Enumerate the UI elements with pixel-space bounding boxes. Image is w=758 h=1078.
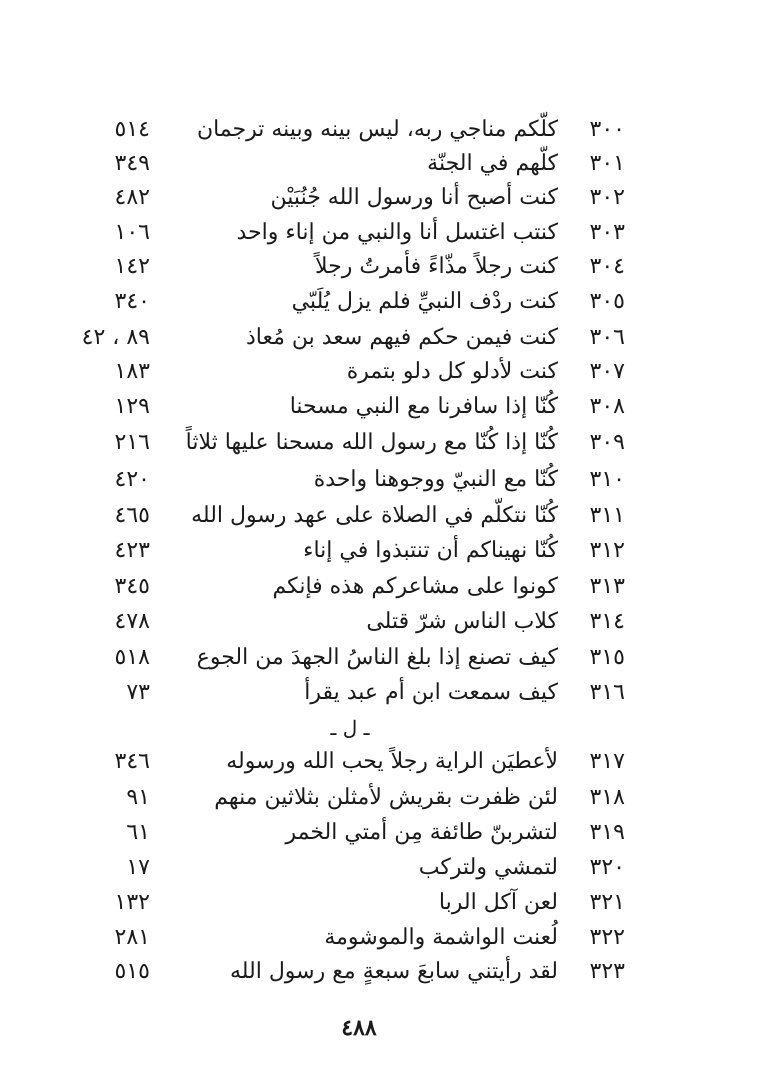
- entry-page: ١٨٣: [114, 359, 150, 384]
- list-item: [0, 147, 758, 181]
- entry-page: ٢١٦: [114, 430, 150, 455]
- entry-page: ٣٤٩: [114, 151, 150, 176]
- entry-number: ٣١٦: [589, 680, 625, 705]
- entry-text: لقد رأيتني سابعَ سبعةٍ مع رسول الله: [229, 959, 558, 984]
- entry-number: ٣١٠: [589, 467, 625, 492]
- entry-text: كنتب اغتسل أنا والنبي من إناء واحد: [236, 220, 558, 245]
- entry-number: ٣١٨: [589, 785, 625, 810]
- entry-text: كنت أصبح أنا ورسول الله جُنُبَيْن: [270, 185, 558, 210]
- list-item: [0, 955, 758, 989]
- entry-page: ٤٦٥: [114, 503, 150, 528]
- entry-page: ٣٤٥: [114, 574, 150, 599]
- list-item: [0, 851, 758, 885]
- entry-text: لأعطيَن الراية رجلاً يحب الله ورسوله: [226, 749, 558, 774]
- entry-number: ٣١١: [589, 503, 625, 528]
- entry-number: ٣٠٩: [589, 430, 625, 455]
- list-item: [0, 463, 758, 497]
- section-heading: ـ ل ـ: [330, 716, 370, 740]
- entry-page: ٤٢٠: [114, 467, 150, 492]
- entry-number: ٣٢١: [589, 890, 625, 915]
- entry-number: ٣١٤: [589, 609, 625, 634]
- entry-text: كُنّا مع النبيّ ووجوهنا واحدة: [313, 467, 558, 492]
- list-item: [0, 250, 758, 284]
- entry-text: كلّهم في الجنّة: [427, 151, 558, 176]
- entry-number: ٣١٩: [589, 820, 625, 845]
- entry-number: ٣٢٠: [589, 855, 625, 880]
- list-item: [0, 499, 758, 533]
- entry-page: ١٤٢: [114, 254, 150, 279]
- list-item: [0, 216, 758, 250]
- list-item: [0, 390, 758, 424]
- list-item: [0, 781, 758, 815]
- entry-page: ٤٢٣: [114, 538, 150, 563]
- entry-page: ٥١٨: [114, 645, 150, 670]
- list-item: [0, 181, 758, 215]
- list-item: [0, 426, 758, 460]
- entry-page: ٤٨٢: [114, 185, 150, 210]
- list-item: [0, 113, 758, 147]
- entry-text: كيف سمعت ابن أم عبد يقرأ: [304, 680, 558, 705]
- entry-text: كُنّا نتكلّم في الصلاة على عهد رسول الله: [191, 503, 558, 528]
- list-item: [0, 605, 758, 639]
- entry-number: ٣٠٤: [589, 254, 625, 279]
- entry-page: ٥١٥: [114, 959, 150, 984]
- entry-page: ١٠٦: [114, 220, 150, 245]
- entry-number: ٣١٣: [589, 574, 625, 599]
- entry-number: ٣٠٢: [589, 185, 625, 210]
- entry-text: كيف تصنع إذا بلغ الناسُ الجهدَ من الجوع: [196, 645, 558, 670]
- entry-page: ٦١: [126, 820, 150, 845]
- entry-number: ٣٢٣: [589, 959, 625, 984]
- entry-page: ١٢٩: [114, 394, 150, 419]
- entry-text: لُعنت الواشمة والموشومة: [324, 925, 558, 950]
- list-item: [0, 921, 758, 955]
- entry-text: كلاب الناس شرّ قتلى: [366, 609, 558, 634]
- entry-number: ٣٠٦: [589, 325, 625, 350]
- list-item: [0, 285, 758, 319]
- entry-text: كُنّا إذا كُنّا مع رسول الله مسحنا عليها ثلاثاً: [185, 430, 558, 455]
- entry-number: ٣٠٨: [589, 394, 625, 419]
- entry-page: ٥١٤: [114, 117, 150, 142]
- entry-number: ٣١٢: [589, 538, 625, 563]
- entry-number: ٣٠٣: [589, 220, 625, 245]
- entry-text: لئن ظفرت بقريش لأمثلن بثلاثين منهم: [214, 785, 558, 810]
- list-item: [0, 534, 758, 568]
- list-item: [0, 641, 758, 675]
- entry-number: ٣٠٥: [589, 289, 625, 314]
- entry-text: لتمشي ولتركب: [418, 855, 558, 880]
- list-item: [0, 570, 758, 604]
- entry-text: لتشربنّ طائفة مِن أمتي الخمر: [285, 820, 558, 845]
- entry-page: ٤٧٨: [114, 609, 150, 634]
- entry-page: ١٣٢: [114, 890, 150, 915]
- entry-page: ٣٤٠: [114, 289, 150, 314]
- entry-page: ٣٤٦: [114, 749, 150, 774]
- list-item: [0, 886, 758, 920]
- entry-number: ٣٢٢: [589, 925, 625, 950]
- entry-text: لعن آكل الربا: [438, 890, 558, 915]
- entry-number: ٣٠٠: [589, 117, 625, 142]
- entry-page: ٨٩ ، ٤٢: [81, 325, 150, 350]
- entry-text: كُنّا إذا سافرنا مع النبي مسحنا: [289, 394, 558, 419]
- list-item: [0, 816, 758, 850]
- entry-text: كنت ردْف النبيِّ فلم يزل يُلَبّي: [291, 289, 558, 314]
- list-item: [0, 676, 758, 710]
- entry-text: كونوا على مشاعركم هذه فإنكم: [272, 574, 558, 599]
- entry-number: ٣١٥: [589, 645, 625, 670]
- entry-number: ٣٠١: [589, 151, 625, 176]
- page-number: ٤٨٨: [341, 1015, 377, 1041]
- list-item: [0, 745, 758, 779]
- entry-text: كُنّا نهيناكم أن تنتبذوا في إناء: [303, 538, 558, 563]
- list-item: [0, 321, 758, 355]
- entry-page: ٧٣: [126, 680, 150, 705]
- entry-text: كنت رجلاً مذّاءً فأمرتُ رجلاً: [314, 254, 558, 279]
- entry-page: ١٧: [126, 855, 150, 880]
- entry-page: ٢٨١: [114, 925, 150, 950]
- entry-text: كنت فيمن حكم فيهم سعد بن مُعاذ: [246, 325, 558, 350]
- entry-page: ٩١: [126, 785, 150, 810]
- list-item: [0, 355, 758, 389]
- entry-text: كنت لأدلو كل دلو بتمرة: [346, 359, 558, 384]
- entry-number: ٣١٧: [589, 749, 625, 774]
- entry-number: ٣٠٧: [589, 359, 625, 384]
- entry-text: كلّكم مناجي ربه، ليس بينه وبينه ترجمان: [196, 117, 558, 142]
